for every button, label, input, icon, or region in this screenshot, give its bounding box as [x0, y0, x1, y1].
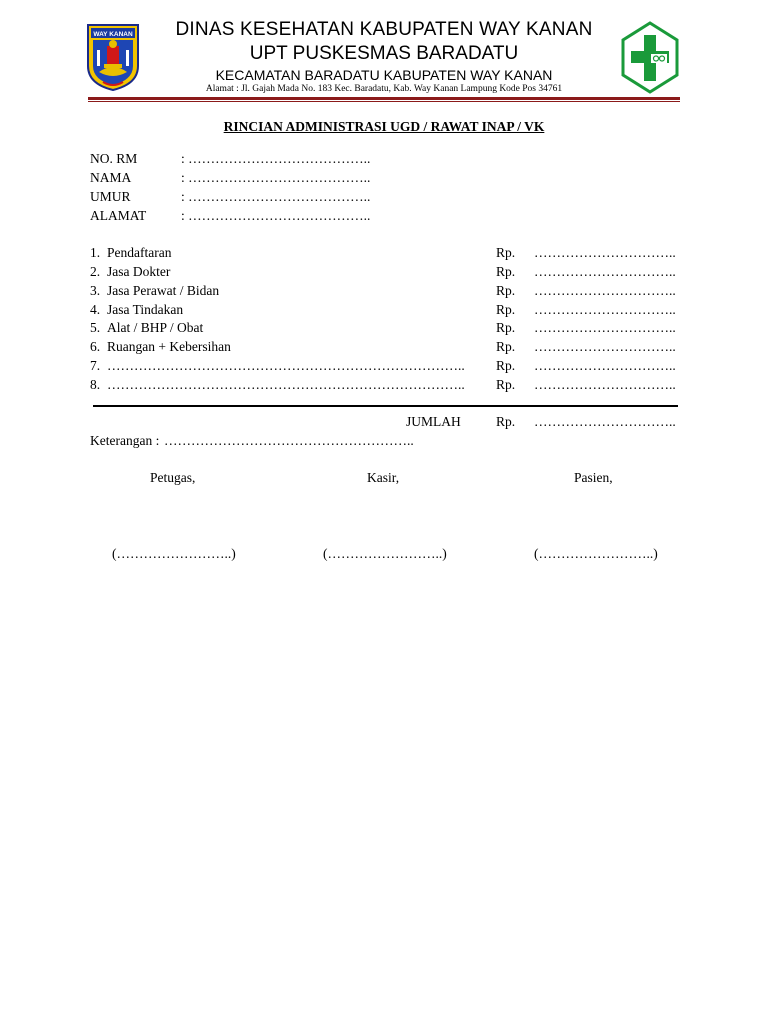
- item-label: Jasa Dokter: [107, 264, 171, 279]
- signature-role-petugas: Petugas,: [150, 470, 196, 485]
- total-currency: Rp.: [496, 414, 516, 429]
- item-amount: …………………………..: [534, 283, 676, 298]
- field-label-alamat: ALAMAT: [90, 208, 147, 223]
- field-value-nama: : …………………………………..: [181, 170, 371, 185]
- item-amount: …………………………..: [534, 377, 676, 392]
- item-number: 7.: [90, 358, 101, 373]
- item-label: Jasa Perawat / Bidan: [107, 283, 220, 298]
- item-amount: …………………………..: [534, 339, 676, 354]
- item-currency: Rp.: [496, 358, 516, 373]
- item-currency: Rp.: [496, 264, 516, 279]
- item-amount: …………………………..: [534, 245, 676, 260]
- notes-value: ………………………………………………..: [164, 433, 414, 448]
- signature-line-petugas: (……………………..): [112, 546, 236, 561]
- item-label: ……………………………………………………………………..: [107, 377, 465, 392]
- item-number: 2.: [90, 264, 101, 279]
- address-line: Alamat : Jl. Gajah Mada No. 183 Kec. Baradatu, Kab. Way Kanan Lampung Kode Pos 34761: [205, 84, 563, 94]
- item-number: 4.: [90, 302, 101, 317]
- logo-banner-text: WAY KANAN: [93, 31, 133, 38]
- field-value-alamat: : …………………………………..: [181, 208, 371, 223]
- field-value-umur: : …………………………………..: [181, 189, 371, 204]
- item-currency: Rp.: [496, 377, 516, 392]
- item-number: 1.: [90, 245, 101, 260]
- total-label: JUMLAH: [406, 414, 461, 429]
- item-currency: Rp.: [496, 245, 516, 260]
- item-number: 5.: [90, 320, 101, 335]
- total-amount: …………………………..: [534, 414, 676, 429]
- item-amount: …………………………..: [534, 320, 676, 335]
- item-currency: Rp.: [496, 339, 516, 354]
- item-amount: …………………………..: [534, 358, 676, 373]
- item-label: Alat / BHP / Obat: [107, 320, 204, 335]
- item-number: 8.: [90, 377, 101, 392]
- item-amount: …………………………..: [534, 302, 676, 317]
- item-amount: …………………………..: [534, 264, 676, 279]
- item-label: Ruangan + Kebersihan: [107, 339, 231, 354]
- signature-line-kasir: (……………………..): [323, 546, 447, 561]
- item-number: 6.: [90, 339, 101, 354]
- item-currency: Rp.: [496, 283, 516, 298]
- field-value-no-rm: : …………………………………..: [181, 151, 371, 166]
- item-label: Pendaftaran: [107, 245, 172, 260]
- field-label-umur: UMUR: [90, 189, 131, 204]
- item-label: Jasa Tindakan: [107, 302, 184, 317]
- agency-title: DINAS KESEHATAN KABUPATEN WAY KANAN: [175, 19, 593, 40]
- notes-label: Keterangan :: [90, 433, 160, 448]
- item-number: 3.: [90, 283, 101, 298]
- letterhead-rule-thin: [88, 101, 680, 102]
- item-label: ……………………………………………………………………..: [107, 358, 465, 373]
- item-currency: Rp.: [496, 302, 516, 317]
- district-line: KECAMATAN BARADATU KABUPATEN WAY KANAN: [215, 67, 553, 83]
- letterhead-rule-thick: [88, 97, 680, 100]
- document-title: RINCIAN ADMINISTRASI UGD / RAWAT INAP / VK: [223, 119, 545, 134]
- clinic-name: UPT PUSKESMAS BARADATU: [249, 43, 519, 64]
- signature-role-pasien: Pasien,: [574, 470, 613, 485]
- field-label-nama: NAMA: [90, 170, 132, 185]
- signature-line-pasien: (……………………..): [534, 546, 658, 561]
- item-currency: Rp.: [496, 320, 516, 335]
- field-label-no-rm: NO. RM: [90, 151, 138, 166]
- total-divider: [93, 405, 678, 407]
- signature-role-kasir: Kasir,: [367, 470, 400, 485]
